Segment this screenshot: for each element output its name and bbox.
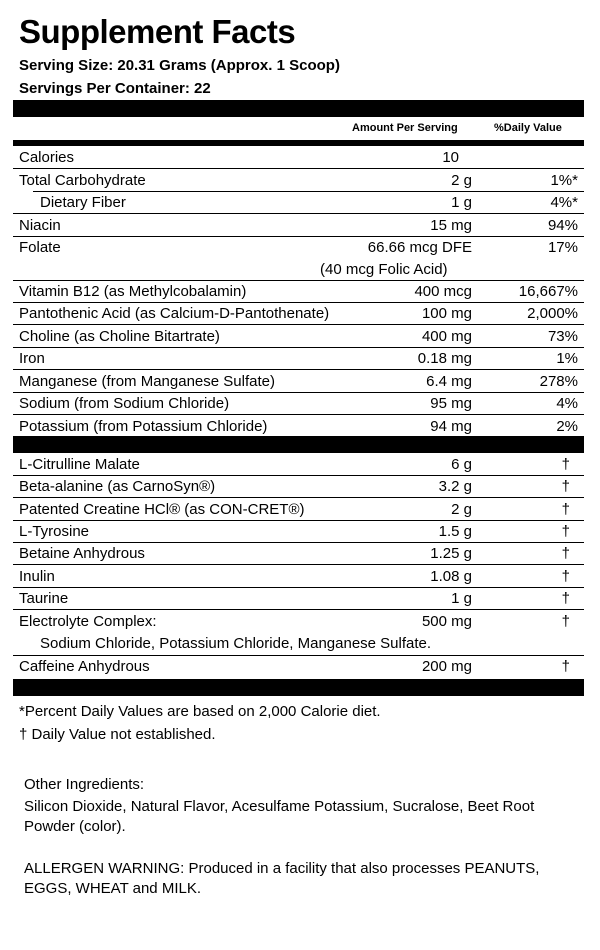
other-ingredients-text: Silicon Dioxide, Natural Flavor, Acesulfame Potassium, Sucralose, Beet Root Powder (color). (24, 798, 535, 835)
nutrient-daily-value: 2% (556, 418, 578, 435)
nutrient-amount: 66.66 mcg DFE (367, 239, 472, 256)
ingredient-name: Electrolyte Complex: (19, 613, 157, 630)
servings-per-container: Servings Per Container: 22 (19, 80, 211, 97)
dagger-footnote: † Daily Value not established. (19, 726, 216, 743)
ingredient-daily-value: † (561, 478, 570, 495)
row-divider (13, 168, 584, 169)
ingredient-amount: 1.25 g (430, 545, 472, 562)
nutrient-amount: 100 mg (421, 305, 472, 322)
row-divider (13, 369, 584, 370)
nutrient-name: Potassium (from Potassium Chloride) (19, 418, 268, 435)
row-divider (13, 324, 584, 325)
row-divider (13, 302, 584, 303)
nutrient-daily-value: 94% (547, 217, 578, 234)
row-divider (13, 520, 584, 521)
ingredient-amount: 1.5 g (438, 523, 472, 540)
ingredient-amount: 500 mg (421, 613, 472, 630)
ingredient-daily-value: † (561, 568, 570, 585)
nutrient-name: Calories (19, 149, 75, 166)
ingredient-daily-value: † (561, 523, 570, 540)
nutrient-daily-value: 2,000% (527, 305, 578, 322)
nutrient-name: Total Carbohydrate (19, 172, 146, 189)
ingredient-daily-value: † (561, 658, 570, 675)
row-divider (13, 564, 584, 565)
ingredient-daily-value: † (561, 613, 570, 630)
ingredient-daily-value: † (561, 545, 570, 562)
ingredient-daily-value: † (561, 456, 570, 473)
row-divider (13, 347, 584, 348)
ingredient-amount: 6 g (451, 456, 472, 473)
percent-daily-value-footnote: *Percent Daily Values are based on 2,000 Calorie diet. (19, 703, 381, 720)
nutrient-name: Choline (as Choline Bitartrate) (19, 328, 220, 345)
ingredient-amount: 200 mg (421, 658, 472, 675)
nutrient-name: Iron (19, 350, 45, 367)
nutrient-daily-value: 4% (556, 395, 578, 412)
nutrient-daily-value: 278% (539, 373, 578, 390)
ingredient-name: Taurine (19, 590, 69, 607)
header-daily-value: %Daily Value (494, 122, 562, 134)
nutrient-amount: 2 g (451, 172, 472, 189)
serving-size: Serving Size: 20.31 Grams (Approx. 1 Scoop) (19, 57, 340, 74)
nutrient-name: Niacin (19, 217, 61, 234)
nutrient-name: Sodium (from Sodium Chloride) (19, 395, 230, 412)
row-divider (13, 497, 584, 498)
nutrient-amount: 0.18 mg (417, 350, 472, 367)
ingredient-name: Caffeine Anhydrous (19, 658, 150, 675)
nutrient-name: Dietary Fiber (40, 194, 126, 211)
nutrient-daily-value: 4%* (550, 194, 578, 211)
nutrient-daily-value: 1%* (550, 172, 578, 189)
nutrient-name: Vitamin B12 (as Methylcobalamin) (19, 283, 247, 300)
ingredient-name: Beta-alanine (as CarnoSyn®) (19, 478, 216, 495)
allergen-warning: ALLERGEN WARNING: Produced in a facility that also processes PEANUTS, EGGS, WHEAT and MILK. (24, 860, 540, 897)
row-divider (13, 655, 584, 656)
nutrient-amount: 95 mg (430, 395, 472, 412)
row-divider (33, 191, 584, 192)
nutrient-amount: 400 mcg (414, 283, 472, 300)
nutrient-amount: 1 g (451, 194, 472, 211)
nutrient-amount: 15 mg (430, 217, 472, 234)
nutrient-amount: 94 mg (430, 418, 472, 435)
other-ingredients-label: Other Ingredients: (24, 776, 145, 793)
nutrient-name: Pantothenic Acid (as Calcium-D-Pantothenate) (19, 305, 330, 322)
medium-divider (13, 140, 584, 146)
thick-divider-middle (13, 436, 584, 453)
nutrient-name: Folate (19, 239, 61, 256)
header-amount-per-serving: Amount Per Serving (352, 122, 458, 134)
ingredient-amount: 3.2 g (438, 478, 472, 495)
ingredient-amount: 2 g (451, 501, 472, 518)
row-divider (13, 587, 584, 588)
panel-title: Supplement Facts (19, 13, 296, 50)
nutrient-daily-value: 73% (547, 328, 578, 345)
ingredient-name: Inulin (19, 568, 55, 585)
ingredient-daily-value: † (561, 501, 570, 518)
row-divider (13, 475, 584, 476)
row-divider (13, 280, 584, 281)
ingredient-amount: 1 g (451, 590, 472, 607)
nutrient-amount: 6.4 mg (426, 373, 472, 390)
row-divider (13, 542, 584, 543)
row-divider (13, 414, 584, 415)
electrolyte-complex-detail: Sodium Chloride, Potassium Chloride, Manganese Sulfate. (40, 635, 432, 652)
nutrient-daily-value: 17% (547, 239, 578, 256)
ingredient-name: L-Tyrosine (19, 523, 90, 540)
nutrient-daily-value: 16,667% (518, 283, 578, 300)
row-divider (13, 213, 584, 214)
ingredient-name: L-Citrulline Malate (19, 456, 140, 473)
nutrient-daily-value: 1% (556, 350, 578, 367)
row-divider (13, 236, 584, 237)
ingredient-daily-value: † (561, 590, 570, 607)
ingredient-name: Betaine Anhydrous (19, 545, 145, 562)
thick-divider-top (13, 100, 584, 117)
ingredient-name: Patented Creatine HCl® (as CON-CRET®) (19, 501, 305, 518)
row-divider (13, 609, 584, 610)
folate-folic-acid-note: (40 mcg Folic Acid) (320, 261, 448, 278)
nutrient-name: Manganese (from Manganese Sulfate) (19, 373, 275, 390)
thick-divider-bottom (13, 679, 584, 696)
row-divider (13, 392, 584, 393)
nutrient-amount: 10 (442, 149, 459, 166)
nutrient-amount: 400 mg (421, 328, 472, 345)
ingredient-amount: 1.08 g (430, 568, 472, 585)
